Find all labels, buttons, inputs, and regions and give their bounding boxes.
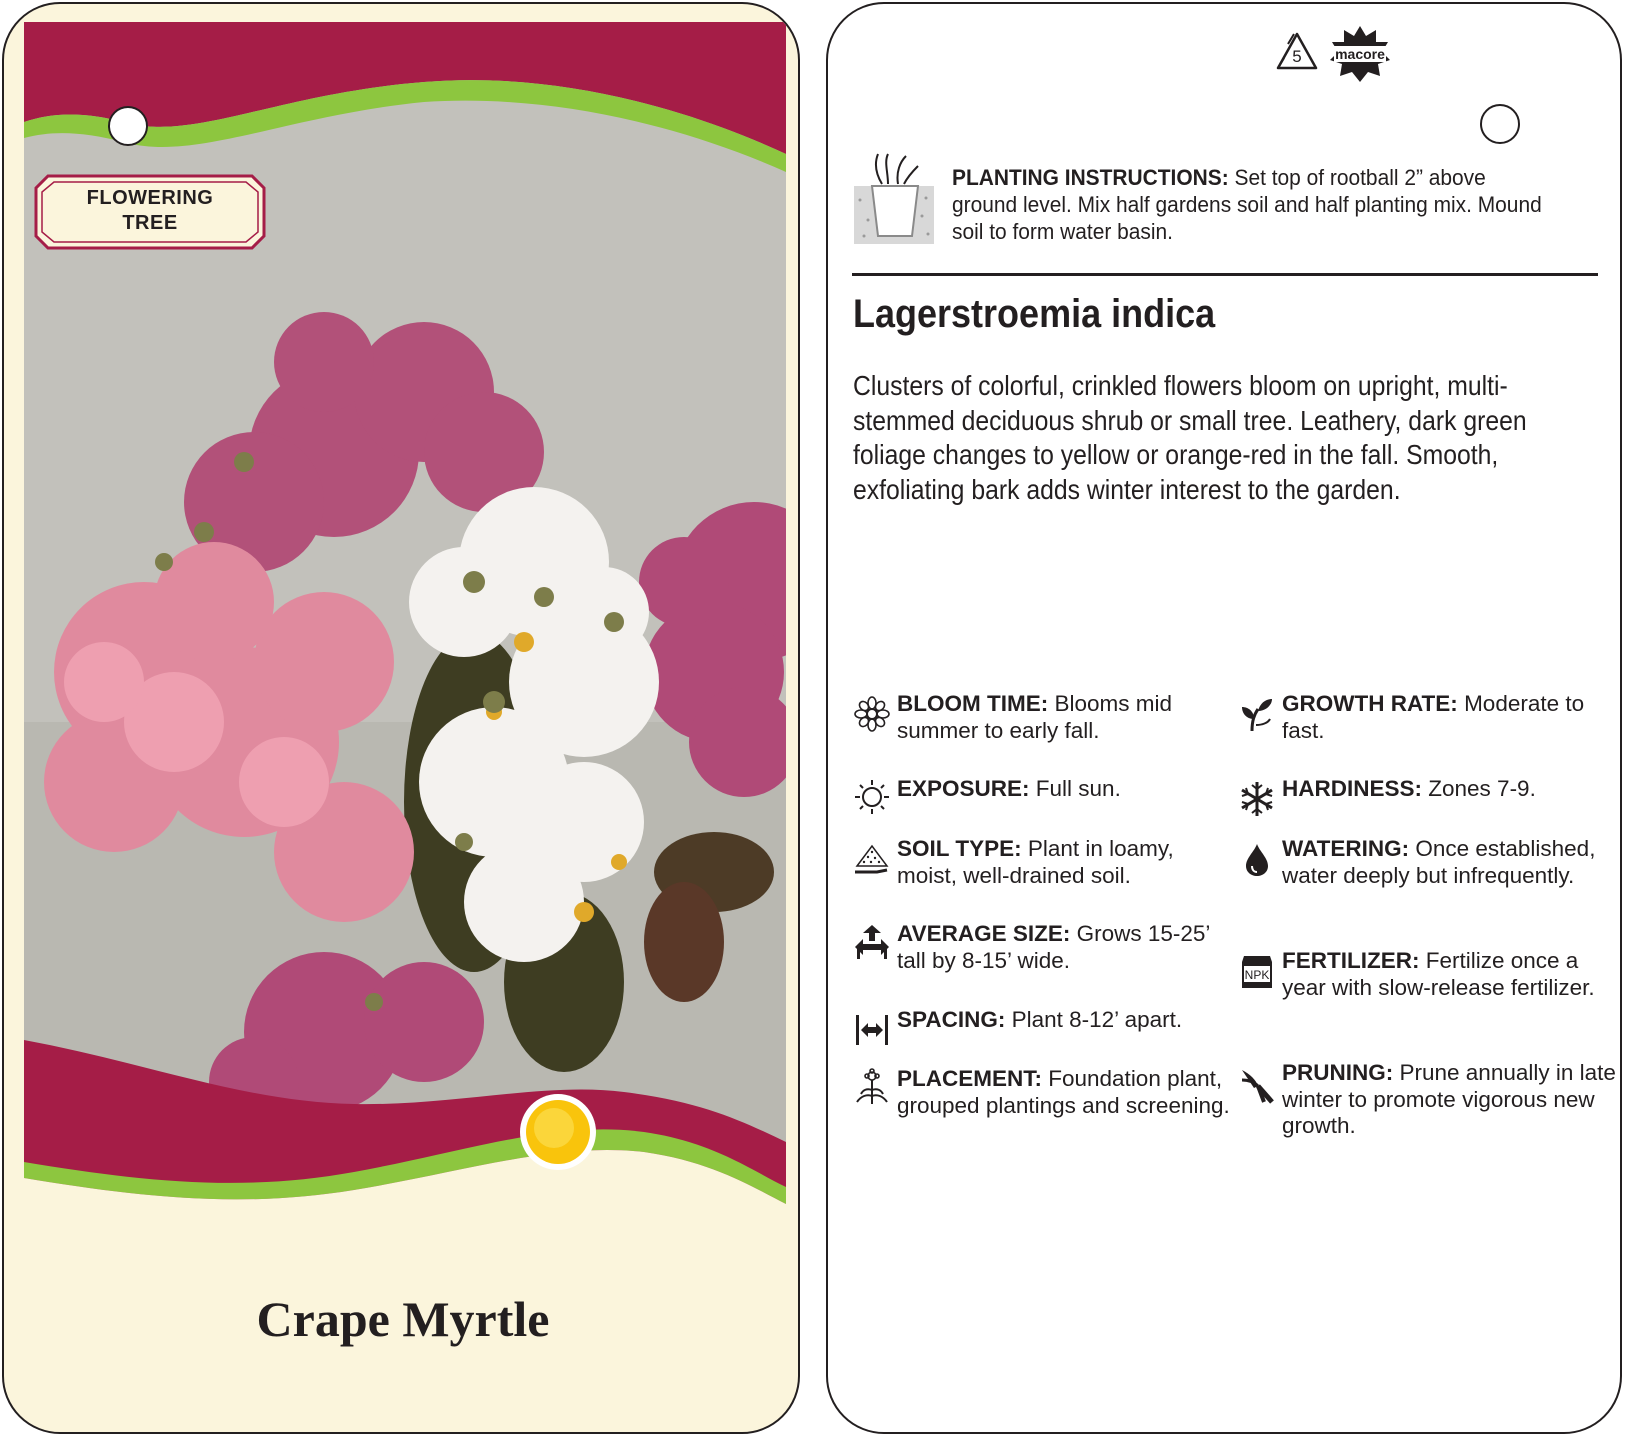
- attr-soil-type: [897, 836, 1237, 889]
- category-badge: [34, 174, 266, 250]
- attr-pruning: [1282, 1060, 1622, 1140]
- attr-average-size: [897, 921, 1237, 974]
- brand-text: macore: [1335, 46, 1385, 62]
- size-icon: [853, 923, 891, 961]
- placement-text: Foundation plant, grouped plantings and screening.: [897, 1066, 1230, 1118]
- front-tag: [2, 2, 800, 1434]
- sun-icon: [853, 778, 891, 816]
- attr-watering: [1282, 836, 1622, 889]
- npk-text: NPK: [1244, 968, 1270, 982]
- attr-placement: [897, 1066, 1237, 1119]
- spacing-icon: [853, 1009, 891, 1047]
- macore-logo: [1328, 24, 1392, 84]
- soil-type-text: Plant in loamy, moist, well-drained soil.: [897, 836, 1174, 888]
- potted-plant-icon: [854, 150, 934, 245]
- flower-icon: [853, 695, 891, 733]
- soil-icon: [853, 840, 891, 878]
- hang-hole: [108, 106, 148, 146]
- plant-description: Clusters of colorful, crinkled flowers bloom on upright, multi-stemmed deciduous shrub or small tree. Leathery, dark green foliage changes to yellow or orange-red in the fall. Smooth, exfoliating bark adds winter interest to the garden.: [853, 370, 1527, 505]
- category-line-2: TREE: [122, 212, 178, 234]
- botanical-name: Lagerstroemia indica: [853, 292, 1216, 336]
- spacing-text: Plant 8-12’ apart.: [1005, 1007, 1183, 1032]
- snowflake-icon: [1238, 780, 1276, 818]
- planting-instructions-label: PLANTING INSTRUCTIONS:: [952, 165, 1229, 190]
- attr-growth-rate: [1282, 691, 1622, 744]
- average-size-text: Grows 15-25’ tall by 8-15’ wide.: [897, 921, 1210, 973]
- pruner-icon: [1238, 1066, 1276, 1104]
- bloom-time-label: BLOOM TIME:: [897, 691, 1049, 716]
- full-sun-icon: [518, 1092, 598, 1172]
- hardiness-text: Zones 7-9.: [1422, 776, 1536, 801]
- recycle-number: 5: [1292, 47, 1302, 66]
- attr-exposure: [897, 776, 1237, 803]
- growth-rate-text: Moderate to fast.: [1282, 691, 1585, 743]
- average-size-label: AVERAGE SIZE:: [897, 921, 1071, 946]
- exposure-label: EXPOSURE:: [897, 776, 1030, 801]
- watering-label: WATERING:: [1282, 836, 1410, 861]
- attr-hardiness: [1282, 776, 1622, 803]
- planting-instructions: [952, 164, 1547, 245]
- planting-instructions-text: Set top of rootball 2” above ground level. Mix half gardens soil and half planting mix. Mound soil to form water basin.: [952, 165, 1542, 244]
- hang-hole-back: [1480, 104, 1520, 144]
- category-line-1: FLOWERING: [86, 187, 214, 209]
- pruning-text: Prune annually in late winter to promote vigorous new growth.: [1282, 1060, 1616, 1138]
- section-divider: [852, 273, 1598, 276]
- soil-type-label: SOIL TYPE:: [897, 836, 1022, 861]
- growth-rate-label: GROWTH RATE:: [1282, 691, 1458, 716]
- exposure-text: Full sun.: [1029, 776, 1121, 801]
- hardiness-label: HARDINESS:: [1282, 776, 1423, 801]
- bloom-time-text: Blooms mid summer to early fall.: [897, 691, 1173, 743]
- water-drop-icon: [1238, 840, 1276, 878]
- placement-label: PLACEMENT:: [897, 1066, 1042, 1091]
- placement-icon: [853, 1068, 891, 1106]
- fertilizer-label: FERTILIZER:: [1282, 948, 1420, 973]
- recycle-icon: [1274, 30, 1320, 74]
- fertilizer-text: Fertilize once a year with slow-release fertilizer.: [1282, 948, 1595, 1000]
- attr-spacing: [897, 1007, 1237, 1034]
- watering-text: Once established, water deeply but infrequently.: [1282, 836, 1596, 888]
- attr-fertilizer: [1244, 948, 1622, 1001]
- common-name: Crape Myrtle: [256, 1291, 550, 1347]
- fertilizer-icon: [1238, 952, 1276, 990]
- growth-icon: [1238, 695, 1276, 733]
- pruning-label: PRUNING:: [1282, 1060, 1394, 1085]
- attr-bloom-time: [897, 691, 1237, 744]
- spacing-label: SPACING:: [897, 1007, 1006, 1032]
